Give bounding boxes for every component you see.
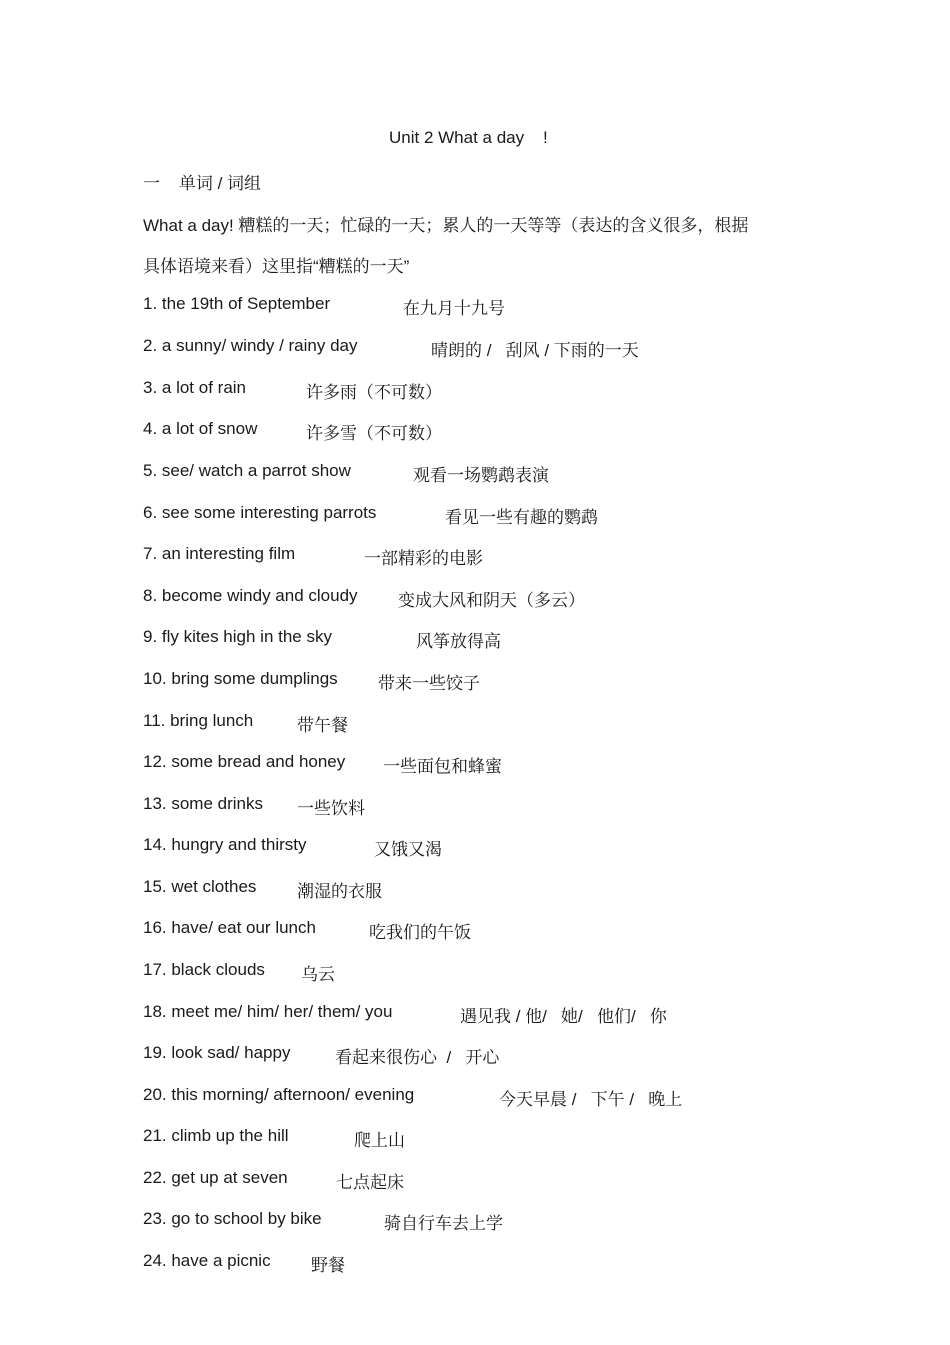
vocab-chinese: 骑自行车去上学 [384,1214,503,1233]
vocab-chinese: 带来一些饺子 [378,674,480,693]
vocab-chinese: 爬上山 [354,1131,405,1150]
vocab-english: 8. become windy and cloudy [143,586,358,605]
vocab-english: 1. the 19th of September [143,294,331,313]
vocab-item [143,794,843,818]
vocab-item [143,918,843,942]
vocab-english: 22. get up at seven [143,1168,288,1187]
vocab-item [143,461,843,485]
vocab-item [143,419,843,443]
vocab-english: 2. a sunny/ windy / rainy day [143,336,358,355]
vocab-item [143,294,843,318]
vocab-chinese: 看见一些有趣的鹦鹉 [445,508,598,527]
vocab-item [143,503,843,527]
intro-line-1: What a day! 糟糕的一天；忙碌的一天；累人的一天等等（表达的含义很多，根据 [143,216,749,235]
vocab-chinese: 晴朗的 / 刮风 / 下雨的一天 [431,341,639,360]
vocab-item [143,752,843,776]
vocab-item [143,544,843,568]
vocab-english: 23. go to school by bike [143,1209,322,1228]
vocab-chinese: 观看一场鹦鹉表演 [413,466,549,485]
vocab-english: 15. wet clothes [143,877,257,896]
vocab-english: 3. a lot of rain [143,378,247,397]
vocab-item [143,669,843,693]
vocab-english: 4. a lot of snow [143,419,258,438]
page-title: Unit 2 What a day ! [389,128,548,147]
vocab-item [143,1251,843,1275]
vocab-chinese: 一些面包和蜂蜜 [383,757,502,776]
vocab-english: 6. see some interesting parrots [143,503,377,522]
vocab-chinese: 野餐 [311,1256,345,1275]
vocab-item [143,960,843,984]
vocab-english: 21. climb up the hill [143,1126,289,1145]
vocab-chinese: 乌云 [301,965,335,984]
vocab-english: 19. look sad/ happy [143,1043,291,1062]
vocab-chinese: 潮湿的衣服 [297,882,382,901]
vocab-chinese: 在九月十九号 [403,299,505,318]
vocab-item [143,711,843,735]
vocab-english: 10. bring some dumplings [143,669,338,688]
vocab-chinese: 一些饮料 [297,799,365,818]
vocab-chinese: 七点起床 [336,1173,404,1192]
vocab-item [143,586,843,610]
intro-line-2: 具体语境来看）这里指“糟糕的一天” [143,257,410,276]
vocab-item [143,877,843,901]
vocab-chinese: 一部精彩的电影 [364,549,483,568]
vocab-chinese: 带午餐 [297,716,348,735]
vocab-chinese: 风筝放得高 [416,632,501,651]
vocab-item [143,835,843,859]
vocab-english: 5. see/ watch a parrot show [143,461,351,480]
vocab-chinese: 今天早晨 / 下午 / 晚上 [499,1090,683,1109]
vocab-chinese: 许多雨（不可数） [306,383,442,402]
vocab-english: 18. meet me/ him/ her/ them/ you [143,1002,393,1021]
vocab-chinese: 看起来很伤心 / 开心 [335,1048,500,1067]
vocab-english: 11. bring lunch [143,711,254,730]
vocab-english: 16. have/ eat our lunch [143,918,316,937]
vocab-item [143,1085,843,1109]
vocab-item [143,1002,843,1026]
vocab-english: 20. this morning/ afternoon/ evening [143,1085,415,1104]
vocab-chinese: 吃我们的午饭 [369,923,471,942]
vocab-chinese: 又饿又渴 [374,840,442,859]
vocab-item [143,378,843,402]
vocab-english: 24. have a picnic [143,1251,271,1270]
vocab-english: 9. fly kites high in the sky [143,627,332,646]
vocab-item [143,627,843,651]
vocab-chinese: 变成大风和阴天（多云） [398,591,585,610]
vocab-english: 12. some bread and honey [143,752,346,771]
vocab-item [143,1209,843,1233]
vocab-english: 14. hungry and thirsty [143,835,307,854]
vocab-chinese: 遇见我 / 他/ 她/ 他们/ 你 [460,1007,667,1026]
vocab-english: 17. black clouds [143,960,265,979]
vocab-item [143,1043,843,1067]
vocab-item [143,1126,843,1150]
section-heading: 一 单词 / 词组 [143,174,262,193]
vocab-item [143,336,843,360]
vocab-chinese: 许多雪（不可数） [306,424,442,443]
vocab-english: 13. some drinks [143,794,263,813]
vocab-english: 7. an interesting film [143,544,296,563]
vocab-item [143,1168,843,1192]
